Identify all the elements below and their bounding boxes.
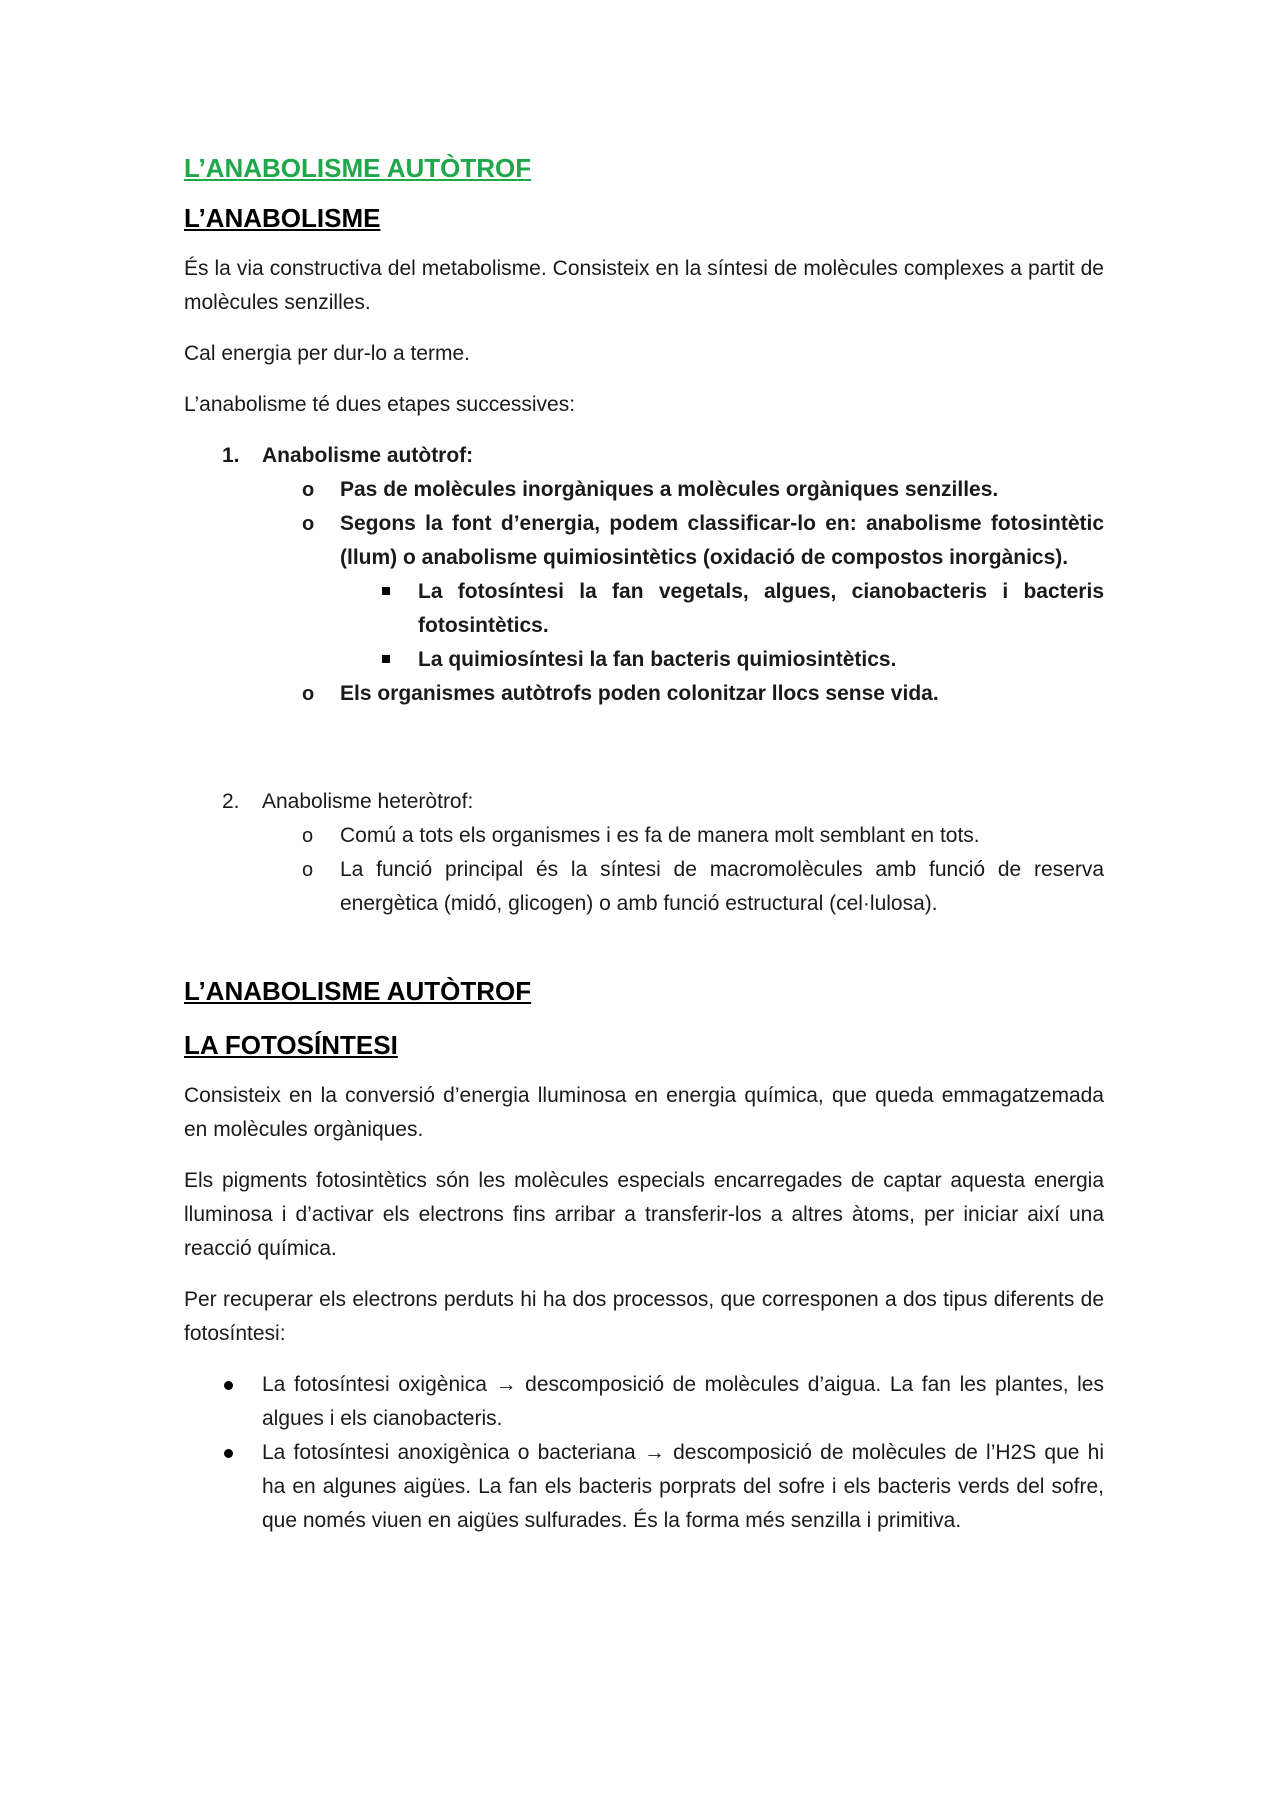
sub-list-item: [302, 853, 1104, 921]
square-bullet-icon: [382, 587, 390, 595]
circle-bullet-icon: o: [302, 859, 314, 881]
document-title: L’ANABOLISME AUTÒTROF: [184, 153, 532, 183]
dot-bullet-icon: [224, 1381, 233, 1390]
circle-bullet-icon: o: [302, 479, 315, 501]
paragraph: Cal energia per dur-lo a terme.: [184, 342, 470, 365]
document-page: [184, 150, 1104, 1538]
sub-sub-list-item: [418, 643, 1104, 677]
sub-list-item: [302, 677, 1104, 711]
paragraph: És la via constructiva del metabolisme. Consisteix en la síntesi de molècules complexes a partit de molècules senzilles.: [184, 257, 1104, 314]
sub-list-text: Pas de molècules inorgàniques a molècules orgàniques senzilles.: [340, 478, 999, 501]
section-heading-fotosintesi: LA FOTOSÍNTESI: [184, 1030, 398, 1060]
sub-list-text: La funció principal és la síntesi de macromolècules amb funció de reserva energètica (midó, glicogen) o amb funció estructural (cel·lulosa).: [340, 858, 1104, 915]
list-number: 2.: [222, 790, 240, 813]
sub-sub-list-text: La quimiosíntesi la fan bacteris quimiosintètics.: [418, 648, 897, 671]
section-heading-anabolisme-autotrof: L’ANABOLISME AUTÒTROF: [184, 976, 532, 1006]
bullet-item: [262, 1436, 1104, 1538]
sub-list-text: Comú a tots els organismes i es fa de manera molt semblant en tots.: [340, 824, 980, 847]
paragraph: Els pigments fotosintètics són les molècules especials encarregades de captar aquesta energia lluminosa i d’activar els electrons fins arribar a transferir-los a altres àtoms, per iniciar així una reacció química.: [184, 1169, 1104, 1260]
paragraph: L’anabolisme té dues etapes successives:: [184, 393, 576, 416]
sub-list-item: [302, 819, 1104, 853]
circle-bullet-icon: o: [302, 513, 315, 535]
bullet-text: La fotosíntesi oxigènica → descomposició de molècules d’aigua. La fan les plantes, les algues i els cianobacteris.: [262, 1373, 1104, 1430]
sub-list-text: Els organismes autòtrofs poden colonitzar llocs sense vida.: [340, 682, 939, 705]
sub-sub-list-item: [418, 575, 1104, 643]
sub-list-text: Segons la font d’energia, podem classificar-lo en: anabolisme fotosintètic (llum) o anabolisme quimiosintètics (oxidació de compostos inorgànics).: [340, 512, 1104, 569]
sub-sub-list-text: La fotosíntesi la fan vegetals, algues, cianobacteris i bacteris fotosintètics.: [418, 580, 1104, 637]
list-item-label: Anabolisme heteròtrof:: [262, 790, 474, 813]
paragraph: Consisteix en la conversió d’energia lluminosa en energia química, que queda emmagatzemada en molècules orgàniques.: [184, 1084, 1104, 1141]
bullet-item: [262, 1368, 1104, 1436]
list-item: [184, 439, 1104, 473]
section-heading-anabolisme: L’ANABOLISME: [184, 203, 381, 233]
paragraph: Per recuperar els electrons perduts hi ha dos processos, que corresponen a dos tipus diferents de fotosíntesi:: [184, 1288, 1104, 1345]
square-bullet-icon: [382, 655, 390, 663]
dot-bullet-icon: [224, 1449, 233, 1458]
bullet-text: La fotosíntesi anoxigènica o bacteriana → descomposició de molècules de l’H2S que hi ha en algunes aigües. La fan els bacteris porprats del sofre i els bacteris verds del sofre, que només viuen en aigües sulfurades. És la forma més senzilla i primitiva.: [262, 1441, 1104, 1532]
sub-list-item: [302, 473, 1104, 507]
circle-bullet-icon: o: [302, 683, 315, 705]
list-number: 1.: [222, 444, 240, 467]
list-item: [184, 785, 1104, 819]
list-item-label: Anabolisme autòtrof:: [262, 444, 474, 467]
circle-bullet-icon: o: [302, 825, 314, 847]
sub-list-item: [302, 507, 1104, 575]
